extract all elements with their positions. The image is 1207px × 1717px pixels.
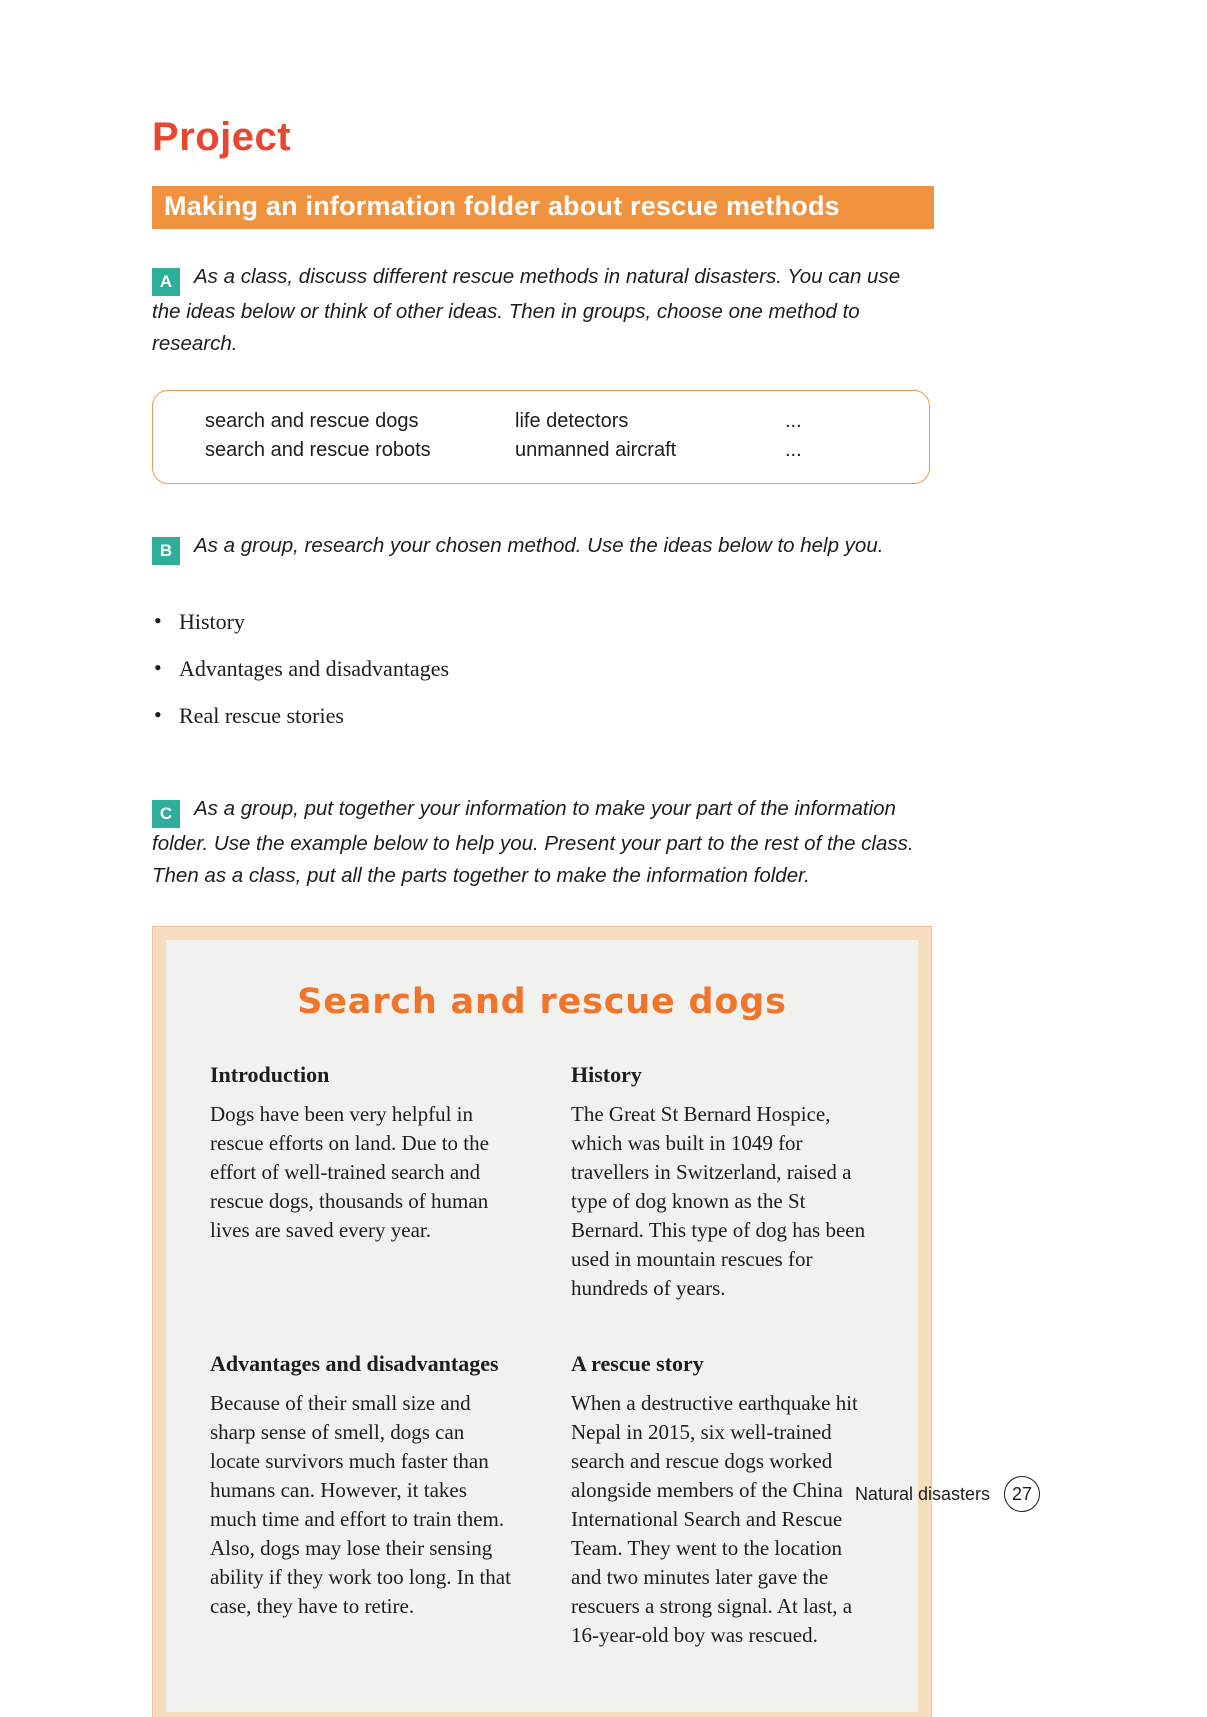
ideas-row	[205, 407, 929, 436]
idea-item-ellipsis: ...	[785, 409, 802, 432]
example-folder-card-inner	[166, 940, 918, 1712]
instruction-c	[152, 793, 934, 892]
card-block-heading: A rescue story	[571, 1350, 704, 1376]
lesson-banner: Making an information folder about rescue methods	[152, 186, 934, 229]
main-content	[152, 0, 934, 1717]
card-block-body: The Great St Bernard Hospice, which was built in 1049 for travellers in Switzerland, raised a type of dog known as the St Bernard. This type of dog has been used in mountain rescues for hundreds of years.	[571, 1101, 866, 1300]
research-ideas-list	[152, 609, 934, 729]
page-number: 27	[1004, 1476, 1040, 1512]
card-title: Search and rescue dogs	[297, 981, 787, 1022]
instruction-b	[152, 530, 934, 565]
page-title: Project	[152, 115, 292, 159]
idea-item: search and rescue dogs	[205, 409, 419, 432]
page-footer	[152, 1476, 1040, 1512]
badge-b: B	[152, 537, 180, 565]
badge-c: C	[152, 800, 180, 828]
instruction-c-text: As a group, put together your information to make your part of the information folder. Use the example below to help you. Present your part to the rest of the class. Then as a class, put all the parts together to make the information folder.	[152, 796, 914, 887]
list-item: • History	[152, 609, 934, 635]
list-item: • Real rescue stories	[152, 703, 934, 729]
example-folder-card	[152, 926, 932, 1717]
ideas-box	[152, 390, 930, 484]
card-block-body: Because of their small size and sharp sense of smell, dogs can locate survivors much faster than humans can. However, it takes much time and effort to train them. Also, dogs may lose their sensing ability if they work too long. In that case, they have to retire.	[210, 1390, 511, 1618]
card-block-heading: Introduction	[210, 1061, 330, 1087]
card-block-heading: History	[571, 1061, 642, 1087]
badge-a: A	[152, 268, 180, 296]
card-block-body: Dogs have been very helpful in rescue efforts on land. Due to the effort of well-trained search and rescue dogs, thousands of human lives are saved every year.	[210, 1101, 489, 1242]
instruction-a	[152, 261, 934, 360]
instruction-a-text: As a class, discuss different rescue methods in natural disasters. You can use the ideas below or think of other ideas. Then in groups, choose one method to research.	[152, 265, 901, 355]
instruction-b-text: As a group, research your chosen method. Use the ideas below to help you.	[194, 533, 884, 557]
footer-unit-label: Natural disasters	[854, 1483, 990, 1504]
card-block-body: When a destructive earthquake hit Nepal in 2015, six well-trained search and rescue dogs worked alongside members of the China International Search and Rescue Team. They went to the location and two minutes later gave the rescuers a strong signal. At last, a 16-year-old boy was rescued.	[571, 1390, 858, 1647]
ideas-row	[205, 436, 929, 465]
card-block-history	[571, 1062, 874, 1303]
card-block-heading: Advantages and disadvantages	[210, 1350, 499, 1376]
idea-item: search and rescue robots	[205, 438, 431, 461]
idea-item: unmanned aircraft	[515, 438, 677, 461]
list-item: • Advantages and disadvantages	[152, 656, 934, 682]
idea-item: life detectors	[515, 409, 629, 432]
card-block-introduction	[210, 1062, 513, 1303]
card-grid	[210, 1062, 874, 1650]
idea-item-ellipsis: ...	[785, 438, 802, 461]
